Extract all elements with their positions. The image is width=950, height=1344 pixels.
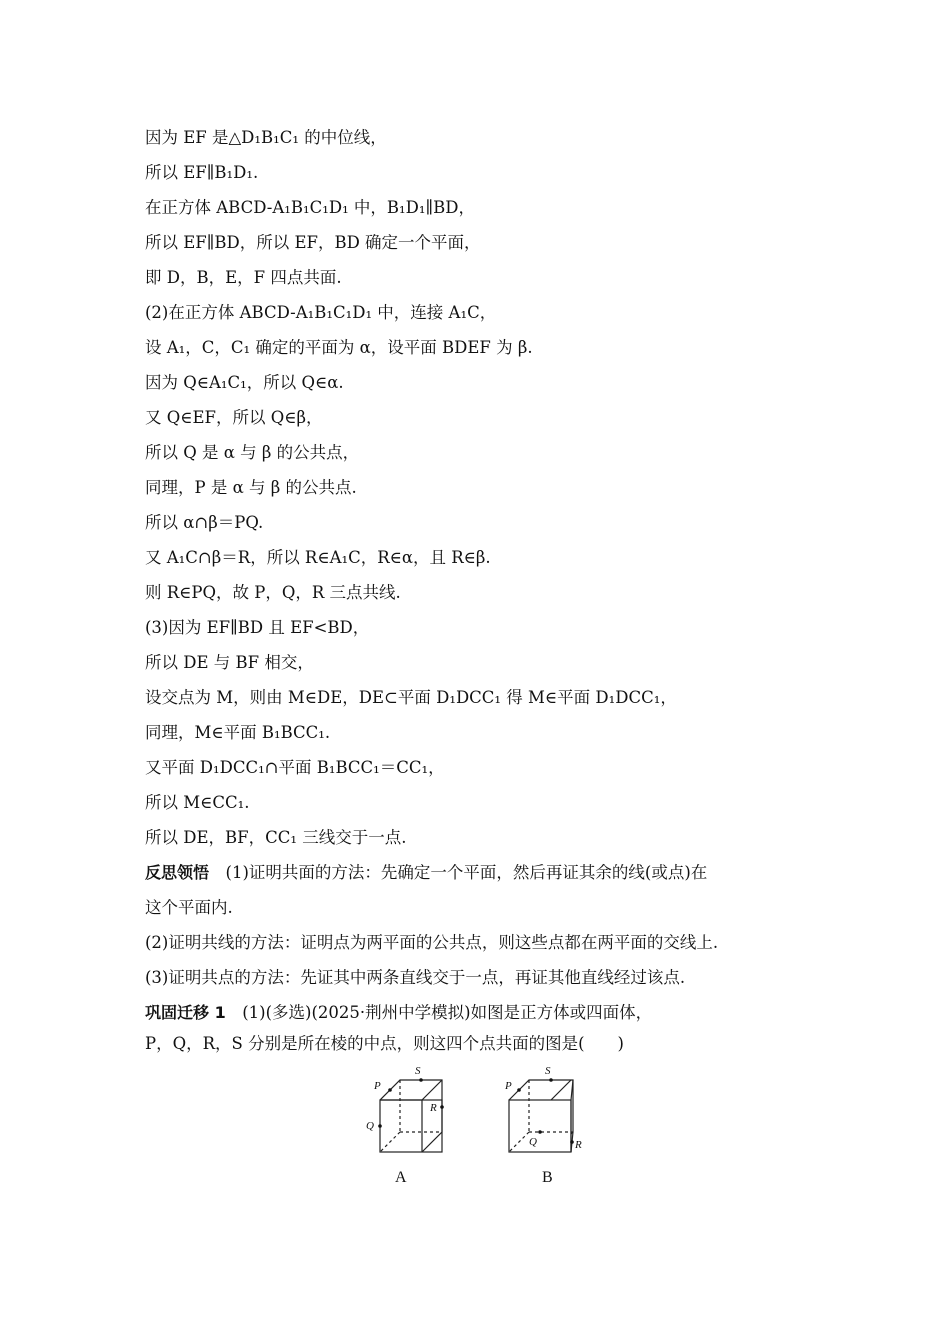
label-r-a: R xyxy=(430,1102,437,1114)
proof-line-9: 又 Q∈EF，所以 Q∈β， xyxy=(145,408,323,427)
proof-line-21: 所以 DE，BF，CC₁ 三线交于一点. xyxy=(145,828,407,847)
proof-line-8: 因为 Q∈A₁C₁，所以 Q∈α. xyxy=(145,373,344,392)
proof-line-5: 即 D，B，E，F 四点共面. xyxy=(145,268,342,287)
label-p-a: P xyxy=(374,1080,381,1092)
proof-line-14: 则 R∈PQ，故 P，Q，R 三点共线. xyxy=(145,583,401,602)
figure-a-caption: A xyxy=(395,1169,407,1186)
proof-line-18: 同理，M∈平面 B₁BCC₁. xyxy=(145,723,331,742)
reflection-line-2: 这个平面内. xyxy=(145,898,233,917)
proof-line-4: 所以 EF∥BD，所以 EF，BD 确定一个平面， xyxy=(145,233,481,252)
reflection-line-4: (3)证明共点的方法：先证其中两条直线交于一点，再证其他直线经过该点. xyxy=(145,968,686,987)
reflection-line-1 xyxy=(145,862,707,884)
reflection-text-1: (1)证明共面的方法：先确定一个平面，然后再证其余的线(或点)在 xyxy=(225,863,708,882)
proof-line-6: (2)在正方体 ABCD-A₁B₁C₁D₁ 中，连接 A₁C， xyxy=(145,303,497,322)
label-r-b: R xyxy=(575,1139,582,1151)
proof-line-16: 所以 DE 与 BF 相交， xyxy=(145,653,314,672)
figure-b-caption: B xyxy=(542,1169,553,1186)
proof-line-13: 又 A₁C∩β＝R，所以 R∈A₁C，R∈α，且 R∈β. xyxy=(145,548,491,567)
label-s-a: S xyxy=(415,1065,421,1077)
proof-line-3: 在正方体 ABCD-A₁B₁C₁D₁ 中，B₁D₁∥BD， xyxy=(145,198,475,217)
proof-line-20: 所以 M∈CC₁. xyxy=(145,793,250,812)
exercise-line-2: P，Q，R，S 分别是所在棱的中点，则这四个点共面的图是( ) xyxy=(145,1034,624,1053)
proof-line-10: 所以 Q 是 α 与 β 的公共点， xyxy=(145,443,360,462)
proof-line-1: 因为 EF 是△D₁B₁C₁ 的中位线， xyxy=(145,128,387,147)
cube-figure-b xyxy=(495,1062,595,1158)
exercise-heading: 巩固迁移 1 xyxy=(145,1003,226,1022)
proof-line-7: 设 A₁，C，C₁ 确定的平面为 α，设平面 BDEF 为 β. xyxy=(145,338,533,357)
label-q-a: Q xyxy=(366,1120,374,1132)
label-p-b: P xyxy=(505,1080,512,1092)
proof-line-19: 又平面 D₁DCC₁∩平面 B₁BCC₁＝CC₁， xyxy=(145,758,445,777)
reflection-line-3: (2)证明共线的方法：证明点为两平面的公共点，则这些点都在两平面的交线上. xyxy=(145,933,719,952)
proof-line-12: 所以 α∩β＝PQ. xyxy=(145,513,264,532)
proof-line-17: 设交点为 M，则由 M∈DE，DE⊂平面 D₁DCC₁ 得 M∈平面 D₁DCC₁， xyxy=(145,688,677,707)
label-q-b: Q xyxy=(529,1136,537,1148)
exercise-text-1: (1)(多选)(2025·荆州中学模拟)如图是正方体或四面体， xyxy=(242,1003,653,1022)
proof-line-11: 同理，P 是 α 与 β 的公共点. xyxy=(145,478,357,497)
proof-line-15: (3)因为 EF∥BD 且 EF<BD， xyxy=(145,618,370,637)
proof-line-2: 所以 EF∥B₁D₁. xyxy=(145,163,259,182)
cube-figure-a xyxy=(360,1062,450,1158)
exercise-line-1 xyxy=(145,1002,652,1024)
label-s-b: S xyxy=(545,1065,551,1077)
reflection-heading: 反思领悟 xyxy=(145,863,210,882)
